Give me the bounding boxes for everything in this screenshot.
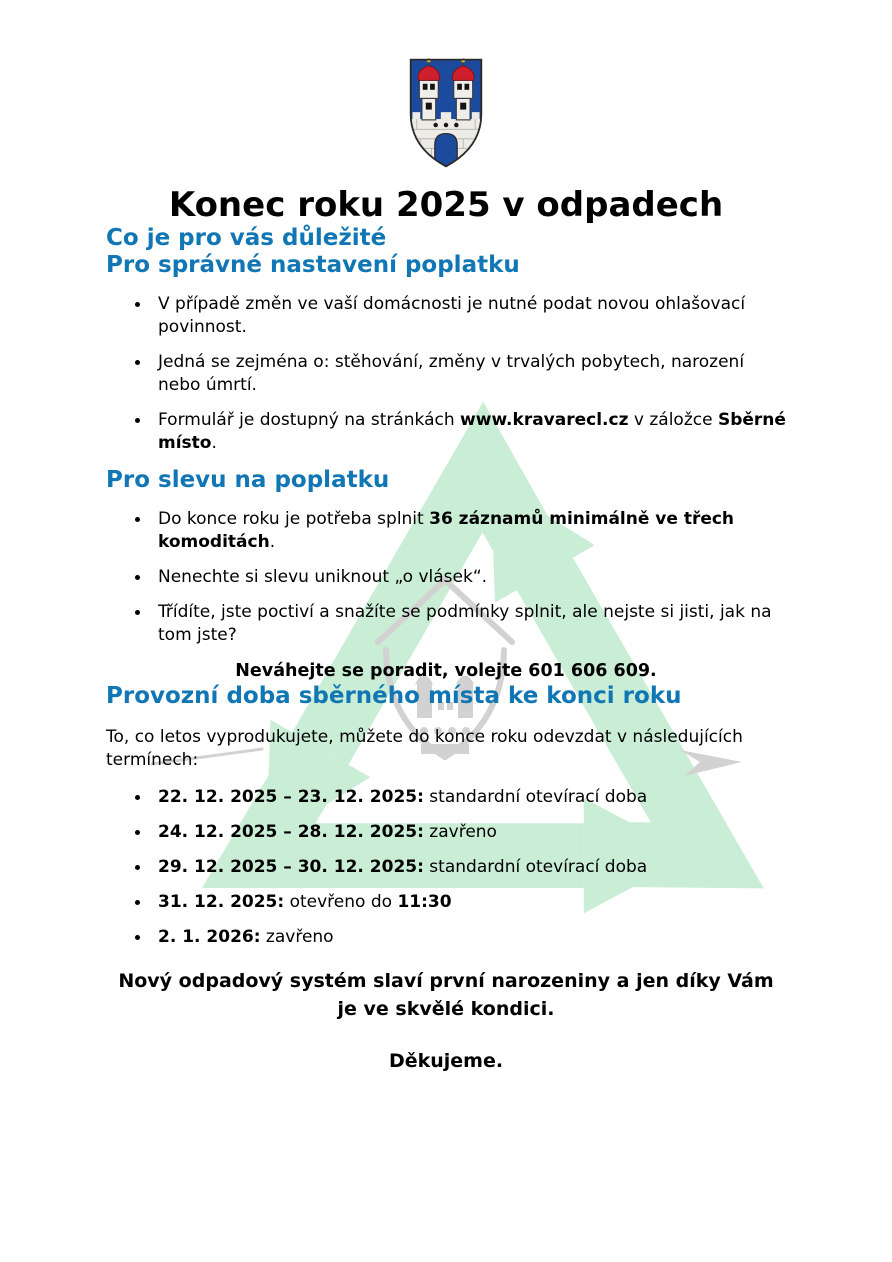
list-item [158,409,786,455]
list-item [158,891,786,914]
text-segment: Formulář je dostupný na stránkách [158,410,461,430]
text-segment: Jedná se zejména o: stěhování, změny v trvalých pobytech, narození nebo úmrtí. [158,352,745,395]
text-segment: zavřeno [423,822,497,842]
list-item [158,601,786,647]
fee-setup-list [158,293,786,455]
text-segment: 22. 12. 2025 – 23. 12. 2025: [158,787,424,807]
text-segment: . [269,532,276,552]
text-segment: 29. 12. 2025 – 30. 12. 2025: [158,857,424,877]
text-segment: Nenechte si slevu uniknout „o vlásek“. [158,567,488,587]
closing-message: Nový odpadový systém slaví první narozeniny a jen díky Vám je ve skvělé kondici. [118,970,774,1020]
text-segment: Do konce roku je potřeba splnit [158,509,430,529]
text-segment: 24. 12. 2025 – 28. 12. 2025: [158,822,424,842]
text-segment: zavřeno [260,927,334,947]
text-segment: 31. 12. 2025: [158,892,285,912]
section-heading-opening-hours: Provozní doba sběrného místa ke konci roku [106,683,682,709]
kravare-coat-of-arms [403,55,489,171]
phone-callout: Neváhejte se poradit, volejte 601 606 609. [235,661,657,681]
text-segment: standardní otevírací doba [423,787,648,807]
list-item [158,293,786,339]
text-segment: 11:30 [397,892,452,912]
text-segment: V případě změn ve vaší domácnosti je nutné podat novou ohlašovací povinnost. [158,294,746,337]
text-segment: Sběrné místo [158,410,786,453]
text-segment: otevřeno do [284,892,398,912]
text-segment: standardní otevírací doba [423,857,648,877]
opening-hours-list [158,786,786,949]
list-item [158,856,786,879]
opening-hours-intro: To, co letos vyprodukujete, můžete do konce roku odevzdat v následujících termínech: [106,727,743,770]
list-item [158,351,786,397]
text-segment: 36 záznamů minimálně ve třech komoditách [158,509,735,552]
list-item [158,566,786,589]
page-title: Konec roku 2025 v odpadech [168,185,724,225]
text-segment: Třídíte, jste poctiví a snažíte se podmínky splnit, ale nejste si jisti, jak na tom jste? [158,602,772,645]
list-item [158,508,786,554]
thanks-message: Děkujeme. [388,1050,504,1072]
section-heading-important: Co je pro vás důležité [106,225,387,251]
discount-list [158,508,786,647]
list-item [158,821,786,844]
list-item [158,926,786,949]
section-heading-discount: Pro slevu na poplatku [106,467,390,493]
text-segment: 2. 1. 2026: [158,927,261,947]
list-item [158,786,786,809]
text-segment: v záložce [628,410,718,430]
text-segment: . [211,433,217,453]
section-heading-fee-setup: Pro správné nastavení poplatku [106,252,520,278]
coat-of-arms-graphic [403,55,489,171]
text-segment: www.kravarecl.cz [460,410,629,430]
